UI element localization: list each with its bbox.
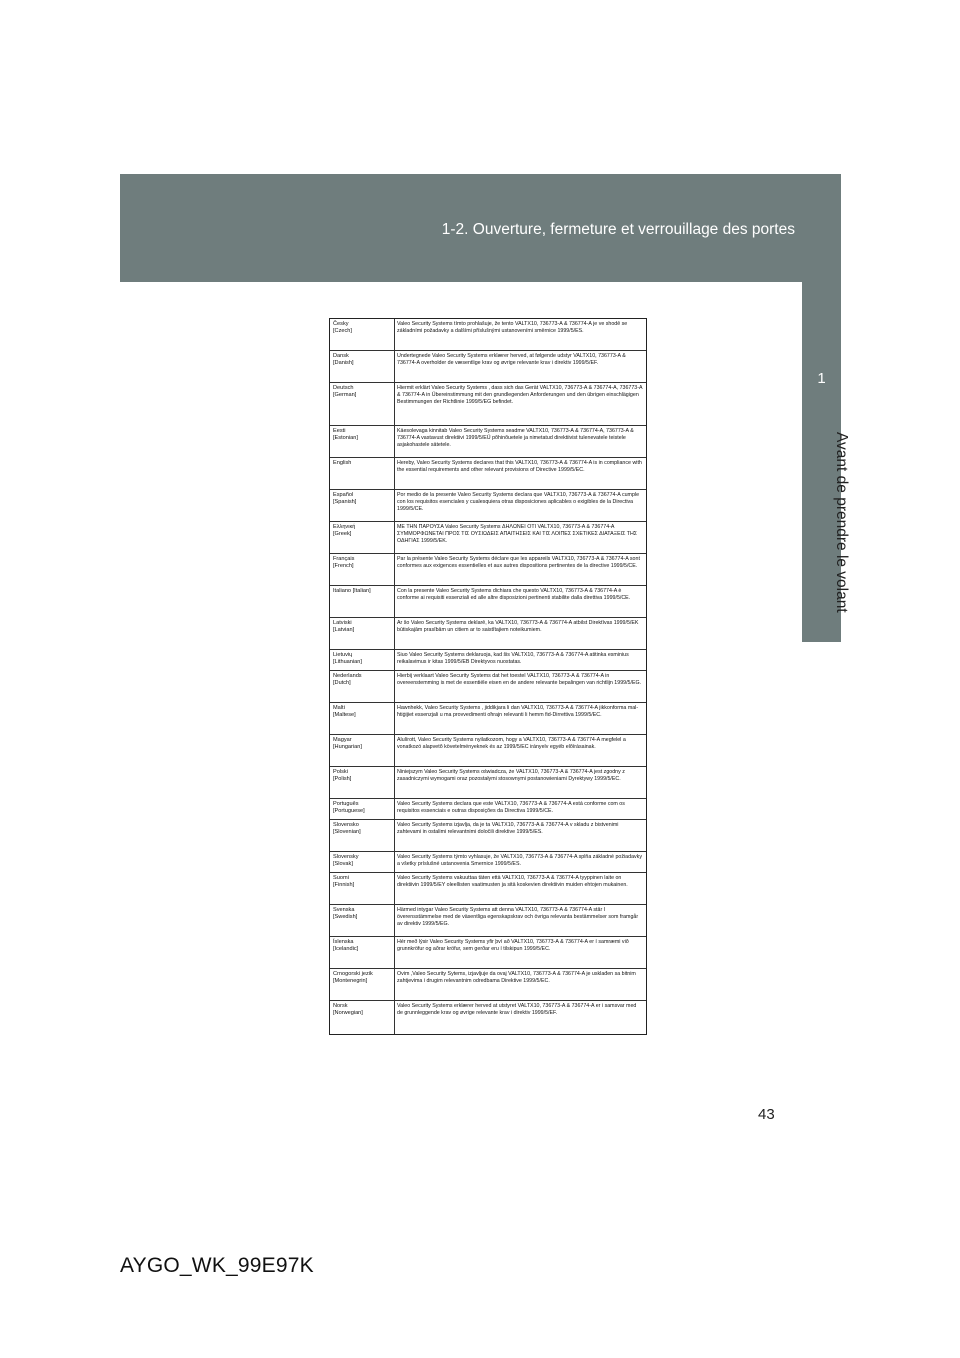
language-label: Íslenska [Icelandic] [333, 939, 359, 952]
declaration-row [330, 319, 646, 351]
language-label: Ελληνική [Greek] [333, 524, 356, 537]
language-label: Slovensky [Slovak] [333, 854, 359, 867]
declaration-text: Con la presente Valeo Security Systems dichiara che questo VALTX10, 736773-A & 736774-A è conforme ai requisiti essenziali ed alle altre disposizioni pertinenti stabilite dalla direttiva 1999/5/CE. [397, 588, 631, 601]
declaration-row [330, 490, 646, 522]
column-divider [394, 426, 395, 457]
column-divider [394, 799, 395, 819]
language-label: Latviski [Latvian] [333, 620, 355, 633]
declaration-text: Hér með lýsir Valeo Security Systems yfir því að VALTX10, 736773-A & 736774-A er í samræmi við grunnkröfur og aðrar kröfur, sem gerðar eru í tilskipun 1999/5/EC. [397, 939, 629, 952]
language-label: Slovensko [Slovenian] [333, 822, 361, 835]
column-divider [394, 767, 395, 798]
column-divider [394, 820, 395, 851]
declaration-text: Valeo Security Systems erklærer herved at utstyret VALTX10, 736773-A & 736774-A er i samsvar med de grunnleggende krav og øvrige relevante krav i direktiv 1999/5/EF. [397, 1003, 637, 1016]
declaration-row [330, 873, 646, 905]
declaration-text: Par la présente Valeo Security Systems déclare que les appareils VALTX10, 736773-A & 736774-A sont conformes aux exigences essentielles et aux autres dispositions pertinentes de la directive 1999/5/CE. [397, 556, 640, 569]
chapter-number: 1 [817, 370, 826, 387]
declaration-row [330, 799, 646, 820]
column-divider [394, 905, 395, 936]
column-divider [394, 351, 395, 382]
declaration-row [330, 703, 646, 735]
language-label: Italiano [Italian] [333, 588, 371, 594]
language-label: Lietuvių [Lithuanian] [333, 652, 362, 665]
language-label: Suomi [Finnish] [333, 875, 355, 888]
column-divider [394, 458, 395, 489]
declaration-row [330, 383, 646, 426]
declaration-text: Hiermit erklärt Valeo Security Systems , dass sich das Gerät VALTX10, 736773-A & 736774-A, 736773-A & 736774-A in Übereinstimmung mit den grundlegenden Anforderungen und den übrigen einschlägigen Bestimmungen der Richtlinie 1999/5/EG befindet. [397, 385, 643, 405]
language-label: Deutsch [German] [333, 385, 357, 398]
declaration-text: Käesolevaga kinnitab Valeo Security Systems seadme VALTX10, 736773-A & 736774-A, 736773-A & 736774-A vastavust direktiivi 1999/5/EÜ põhinõuetele ja nimetatud direktiivist tulenevatele teistele asjakohastele sätetele. [397, 428, 634, 448]
language-label: Magyar [Hungarian] [333, 737, 362, 750]
declaration-row [330, 522, 646, 554]
declaration-row [330, 650, 646, 671]
declaration-text: Alulírott, Valeo Security Systems nyilatkozom, hogy a VALTX10, 736773-A & 736774-A megfelel a vonatkozó alapvetõ követelményeknek és az 1999/5/EC irányelv egyéb elõírásainak. [397, 737, 626, 750]
declaration-row [330, 735, 646, 767]
declaration-row [330, 671, 646, 703]
language-label: Français [French] [333, 556, 355, 569]
declaration-text: Hierbij verklaart Valeo Security Systems dat het toestel VALTX10, 736773-A & 736774-A in overeenstemming is met de essentiële eisen en de andere relevante bepalingen van richtlijn 1999/5/EG. [397, 673, 642, 686]
document-code: AYGO_WK_99E97K [120, 1254, 314, 1277]
declaration-row [330, 458, 646, 490]
column-divider [394, 319, 395, 350]
declaration-text: Niniejszym Valeo Security Systems oświadcza, że VALTX10, 736773-A & 736774-A jest zgodny z zasadniczymi wymogami oraz pozostałymi stosownymi postanowieniami Dyrektywy 1999/5/EC. [397, 769, 625, 782]
language-label: Norsk [Norwegian] [333, 1003, 363, 1016]
declaration-row [330, 618, 646, 650]
language-label: Español [Spanish] [333, 492, 357, 505]
language-label: Nederlands [Dutch] [333, 673, 362, 686]
column-divider [394, 873, 395, 904]
column-divider [394, 650, 395, 670]
declaration-text: Valeo Security Systems vakuuttaa täten että VALTX10, 736773-A & 736774-A tyyppinen laite on direktiivin 1999/5/EY oleellisten vaatimusten ja sitä koskevien direktiivin muiden ehtojen mukainen. [397, 875, 628, 888]
declaration-row [330, 1001, 646, 1034]
section-title: 1-2. Ouverture, fermeture et verrouillage des portes [441, 221, 795, 238]
declaration-text: Undertegnede Valeo Security Systems erklærer herved, at følgende udstyr VALTX10, 736773-A & 736774-A overholder de væsentlige krav og øvrige relevante krav i direktiv 1999/5/EF. [397, 353, 626, 366]
column-divider [394, 969, 395, 1000]
column-divider [394, 852, 395, 872]
language-label: Polski [Polish] [333, 769, 352, 782]
declaration-row [330, 905, 646, 937]
column-divider [394, 522, 395, 553]
declaration-row [330, 586, 646, 618]
column-divider [394, 383, 395, 425]
language-label: Malti [Maltese] [333, 705, 356, 718]
page-number: 43 [758, 1106, 775, 1123]
declaration-text: Valeo Security Systems tímto prohlašuje, že tento VALTX10, 736773-A & 736774-A je ve shodě se základními požadavky a dalšími příslušnými ustanoveními směrnice 1999/5/ES. [397, 321, 628, 334]
chapter-box [802, 282, 841, 394]
declaration-table [329, 318, 647, 1035]
declaration-text: Ovim ,Valeo Security Sytems, izjavljuje da ovaj VALTX10, 736773-A & 736774-A je usklađen sa bitnim zahtjevima i drugim relevantnim odredbama Direktive 1999/5/EC. [397, 971, 636, 984]
column-divider [394, 490, 395, 521]
language-label: Dansk [Danish] [333, 353, 354, 366]
declaration-text: Härmed intygar Valeo Security Systems att denna VALTX10, 736773-A & 736774-A står I överensstämmelse med de väsentliga egenskapskrav och övriga relevanta bestämmelser som framgår av direktiv 1999/5/EG. [397, 907, 639, 927]
column-divider [394, 937, 395, 968]
column-divider [394, 618, 395, 649]
declaration-text: Hereby, Valeo Security Systems declares that this VALTX10, 736773-A & 736774-A is in compliance with the essential requirements and other relevant provisions of Directive 1999/5/EC. [397, 460, 642, 473]
declaration-row [330, 820, 646, 852]
chapter-title: Avant de prendre le volant [833, 432, 850, 613]
declaration-row [330, 937, 646, 969]
side-tab-divider [795, 282, 801, 642]
declaration-text: Šiuo Valeo Security Systems deklaruoja, kad šis VALTX10, 736773-A & 736774-A atitinka esminius reikalavimus ir kitas 1999/5/EB Direktyvos nuostatas. [397, 652, 629, 665]
declaration-row [330, 852, 646, 873]
column-divider [394, 586, 395, 617]
declaration-text: ΜΕ ΤΗΝ ΠΑΡΟΥΣΑ Valeo Security Systems ΔΗΛΩΝΕΙ ΟΤΙ VALTX10, 736773-A & 736774-A ΣΥΜΜΟΡΦΩΝΕΤΑΙ ΠΡΟΣ ΤΙΣ ΟΥΣΙΩΔΕΙΣ ΑΠΑΙΤΗΣΕΙΣ ΚΑΙ ΤΙΣ ΛΟΙΠΕΣ ΣΧΕΤΙΚΕΣ ΔΙΑΤΑΞΕΙΣ ΤΗΣ ΟΔΗΓΙΑΣ 1999/5/ΕΚ. [397, 524, 638, 544]
column-divider [394, 703, 395, 734]
declaration-text: Valeo Security Systems izjavlja, da je ta VALTX10, 736773-A & 736774-A v skladu z bistvenimi zahtevami in ostalimi relevantnimi določili direktive 1999/5/ES. [397, 822, 619, 835]
declaration-text: Valeo Security Systems declara que este VALTX10, 736773-A & 736774-A está conforme com os requisitos essenciais e outras disposições da Directiva 1999/5/CE. [397, 801, 625, 814]
declaration-text: Hawnhekk, Valeo Security Systems , jiddikjara li dan VALTX10, 736773-A & 736774-A jikkonforma mal-ħtiġijiet essenzjali u ma provvedimenti oħrajn relevanti li hemm fid-Dirrettiva 1999/5/EC. [397, 705, 639, 718]
column-divider [394, 554, 395, 585]
declaration-row [330, 351, 646, 383]
language-label: Eesti [Estonian] [333, 428, 358, 441]
language-label: Português [Portuguese] [333, 801, 365, 814]
header-band [120, 174, 841, 282]
declaration-row [330, 554, 646, 586]
declaration-text: Valeo Security Systems týmto vyhlasuje, že VALTX10, 736773-A & 736774-A spĺňa základné požiadavky a všetky príslušné ustanovenia Smernice 1999/5/ES. [397, 854, 642, 867]
declaration-text: Por medio de la presente Valeo Security Systems declara que VALTX10, 736773-A & 736774-A cumple con los requisitos esenciales y cualesquiera otras disposiciones aplicables o exigibles de la Directiva 1999/5/CE. [397, 492, 640, 512]
column-divider [394, 1001, 395, 1034]
language-label: English [333, 460, 352, 466]
declaration-row [330, 969, 646, 1001]
column-divider [394, 735, 395, 766]
language-label: Česky [Czech] [333, 321, 352, 334]
declaration-text: Ar šo Valeo Security Systems deklarē, ka VALTX10, 736773-A & 736774-A atbilst Direktīvas 1999/5/EK būtiskajām prasībām un citiem ar to saistītajiem noteikumiem. [397, 620, 639, 633]
declaration-row [330, 426, 646, 458]
column-divider [394, 671, 395, 702]
language-label: Svenska [Swedish] [333, 907, 358, 920]
declaration-row [330, 767, 646, 799]
language-label: Crnogorski jezik [Montenegrin] [333, 971, 373, 984]
